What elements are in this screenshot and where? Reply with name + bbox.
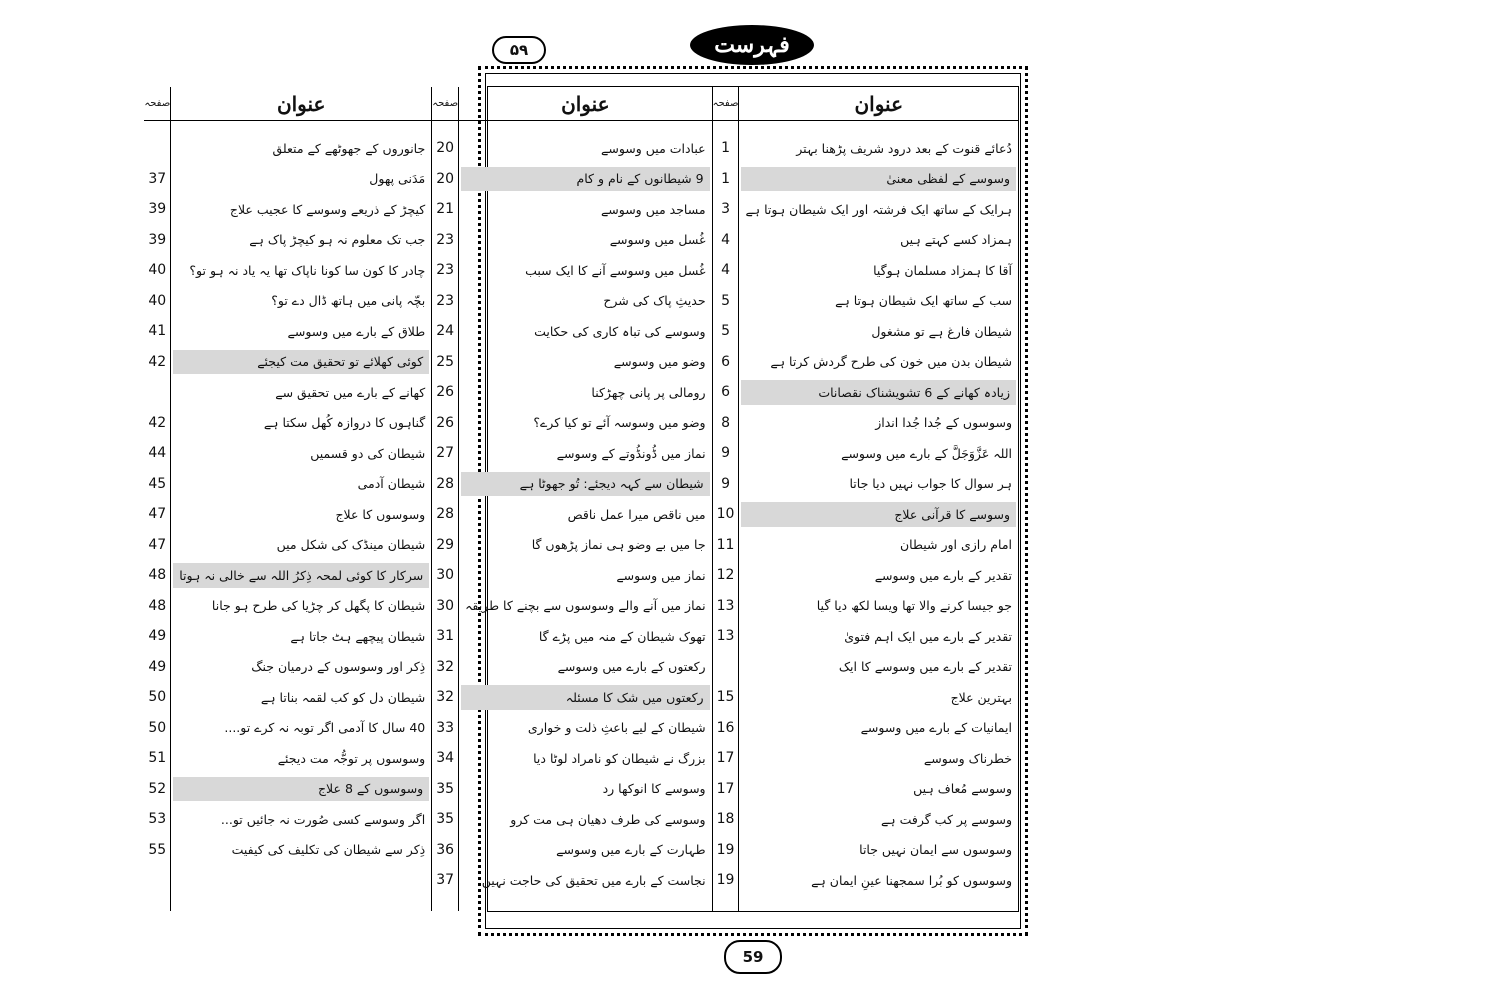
toc-topic: وسوسے کا قرآنی علاج [741, 502, 1016, 527]
toc-topic: وسوسوں کا علاج [335, 506, 426, 522]
toc-topic: وسوسے کی تباہ کاری کی حکایت [534, 323, 706, 339]
toc-page-number: 45 [148, 475, 167, 492]
toc-page-number: 4 [721, 262, 730, 279]
toc-page-number: 30 [436, 597, 455, 614]
toc-page-number: 28 [436, 475, 455, 492]
toc-page-number: 16 [716, 719, 735, 736]
toc-topic: تھوک شیطان کے منہ میں پڑے گا [538, 628, 706, 644]
toc-topic: کیچڑ کے ذریعے وسوسے کا عجیب علاج [229, 201, 426, 217]
page-column [431, 87, 459, 911]
toc-topic: مساجد میں وسوسے [600, 201, 706, 217]
toc-topic: بہترین علاج [950, 689, 1012, 705]
toc-topic: امام رازی اور شیطان [900, 537, 1012, 553]
toc-topic: نجاست کے بارے میں تحقیق کی حاجت نہیں [481, 872, 706, 888]
toc-page-number: 35 [436, 811, 455, 828]
toc-topic: وسوسے مُعاف ہیں [913, 781, 1012, 797]
toc-topic: بزرگ نے شیطان کو نامراد لوٹا دیا [533, 750, 706, 766]
toc-page-number: 55 [148, 841, 167, 858]
toc-page-number: 37 [436, 872, 455, 889]
toc-topic: نماز میں آنے والے وسوسوں سے بچنے کا طریقہ [465, 598, 706, 614]
toc-page-number: 48 [148, 597, 167, 614]
page-heading: صفحہ [432, 87, 458, 121]
toc-page-number: 9 [721, 475, 730, 492]
toc-topic: 40 سال کا آدمی اگر توبہ نہ کرے تو.... [224, 720, 426, 736]
topic-column [739, 87, 1018, 911]
toc-topic: شیطان کی دو قسمیں [310, 445, 426, 461]
toc-page-number: 12 [716, 567, 735, 584]
toc-page-number: 41 [148, 323, 167, 340]
toc-topic: وسوسے پر کب گرفت ہے [880, 811, 1012, 827]
toc-page-number: 40 [148, 262, 167, 279]
toc-page-number: 17 [716, 750, 735, 767]
toc-topic: حدیثِ پاک کی شرح [603, 293, 706, 309]
toc-topic: طہارت کے بارے میں وسوسے [556, 842, 706, 858]
toc-topic: تقدیر کے بارے میں ایک اہم فتویٰ [844, 628, 1012, 644]
toc-page-number [713, 652, 739, 683]
toc-page-number: 49 [148, 658, 167, 675]
toc-topic: آقا کا ہمزاد مسلمان ہوگیا [873, 262, 1012, 278]
toc-page-number: 3 [721, 201, 730, 218]
toc-topic: جو جیسا کرنے والا تھا ویسا لکھ دیا گیا [816, 598, 1012, 614]
toc-topic: وسوسوں پر توجُّہ مت دیجئے [277, 750, 426, 766]
page-column [712, 87, 740, 911]
toc-page-number: 6 [721, 353, 730, 370]
toc-topic: جا میں بے وضو ہی نماز پڑھوں گا [531, 537, 706, 553]
toc-page-number [144, 133, 170, 164]
toc-page-number: 37 [148, 170, 167, 187]
toc-page-number: 25 [436, 353, 455, 370]
toc-page-number: 47 [148, 536, 167, 553]
toc-page-number: 19 [716, 872, 735, 889]
topic-heading: عنوان [459, 87, 712, 121]
toc-topic: شیطان دل کو کب لقمہ بناتا ہے [260, 689, 426, 705]
toc-page-number: 39 [148, 231, 167, 248]
topic-heading: عنوان [739, 87, 1018, 121]
toc-topic: ذِکر سے شیطان کی تکلیف کی کیفیت [231, 842, 426, 858]
toc-page-number: 36 [436, 841, 455, 858]
toc-topic: وضو میں وسوسہ آئے تو کیا کرے؟ [533, 415, 706, 431]
toc-page-number: 18 [716, 811, 735, 828]
toc-topic: وسوسے کی طرف دھیان ہی مت کرو [510, 811, 706, 827]
toc-topic: وسوسوں کے 8 علاج [173, 777, 429, 802]
toc-page-number: 31 [436, 628, 455, 645]
toc-page-number: 35 [436, 780, 455, 797]
toc-topic: نماز میں وسوسے [616, 567, 706, 583]
toc-page-number: 47 [148, 506, 167, 523]
toc-page-number: 21 [436, 201, 455, 218]
toc-topic: نماز میں ڈُونڈُوتے کے وسوسے [556, 445, 706, 461]
toc-topic: سب کے ساتھ ایک شیطان ہوتا ہے [835, 293, 1012, 309]
toc-topic: ہر سوال کا جواب نہیں دیا جاتا [849, 476, 1012, 492]
toc-topic: ہرایک کے ساتھ ایک فرشتہ اور ایک شیطان ہوتا ہے [745, 201, 1012, 217]
toc-topic: شیطان سے کہہ دیجئے: تُو جھوٹا ہے [461, 472, 710, 497]
toc-topic: شیطان فارغ ہے تو مشغول [871, 323, 1012, 339]
toc-topic: میں ناقص میرا عمل ناقص [567, 506, 706, 522]
toc-page-number: 49 [148, 628, 167, 645]
toc-page-number: 44 [148, 445, 167, 462]
toc-topic: ہمزاد کسے کہتے ہیں [900, 232, 1012, 248]
toc-page-number: 29 [436, 536, 455, 553]
toc-topic: ایمانیات کے بارے میں وسوسے [860, 720, 1012, 736]
toc-page-number: 40 [148, 292, 167, 309]
toc-page-number: 32 [436, 658, 455, 675]
toc-topic: چادر کا کون سا کونا ناپاک تھا یہ یاد نہ ہو تو؟ [189, 262, 426, 278]
page-heading: صفحہ [144, 87, 170, 121]
toc-page-number: 23 [436, 262, 455, 279]
toc-topic: زیادہ کھانے کے 6 تشویشناک نقصانات [741, 380, 1016, 405]
toc-page-number: 19 [716, 841, 735, 858]
toc-page-number: 15 [716, 689, 735, 706]
toc-topic: وسوسوں کو بُرا سمجھنا عینِ ایمان ہے [811, 872, 1012, 888]
toc-topic: شیطان کے لیے باعثِ ذلت و خواری [527, 720, 706, 736]
toc-page-number: 1 [721, 170, 730, 187]
toc-page-number: 52 [148, 780, 167, 797]
toc-topic: وسوسے کا انوکھا رد [602, 781, 706, 797]
toc-page-number: 30 [436, 567, 455, 584]
toc-topic: اگر وسوسے کسی صُورت نہ جائیں تو... [220, 811, 426, 827]
page-column [144, 87, 171, 911]
toc-page-number: 27 [436, 445, 455, 462]
toc-topic: تقدیر کے بارے میں وسوسے کا ایک [838, 659, 1012, 675]
toc-page-number: 9 [721, 445, 730, 462]
toc-page-number: 20 [436, 170, 455, 187]
toc-page-number: 51 [148, 750, 167, 767]
toc-page-number: 24 [436, 323, 455, 340]
toc-page-number: 23 [436, 292, 455, 309]
page-number-urdu: ۵۹ [492, 36, 546, 64]
toc-page-number: 42 [148, 414, 167, 431]
toc-topic: غُسل میں وسوسے آنے کا ایک سبب [525, 262, 706, 278]
toc-page-number: 39 [148, 201, 167, 218]
toc-page-number: 13 [716, 628, 735, 645]
toc-page-number: 1 [721, 140, 730, 157]
topic-column [459, 87, 712, 911]
toc-topic: وسوسے کے لفظی معنیٰ [741, 167, 1016, 192]
toc-page-number: 4 [721, 231, 730, 248]
toc-topic: وسوسوں سے ایمان نہیں جاتا [859, 842, 1012, 858]
toc-topic: خطرناک وسوسے [923, 750, 1012, 766]
topic-column [171, 87, 431, 911]
toc-topic: رکعتوں میں شک کا مسئلہ [461, 685, 710, 710]
page-number: 59 [724, 940, 782, 974]
toc-topic: عبادات میں وسوسے [601, 140, 706, 156]
page-heading: صفحہ [713, 87, 739, 121]
topic-heading: عنوان [171, 87, 431, 121]
toc-page-number: 28 [436, 506, 455, 523]
toc-page-number [144, 377, 170, 408]
toc-page-number: 6 [721, 384, 730, 401]
toc-page-number: 50 [148, 689, 167, 706]
index-table [144, 86, 1019, 912]
toc-page-number: 42 [148, 353, 167, 370]
toc-topic: گناہوں کا دروازہ کُھل سکتا ہے [263, 415, 426, 431]
toc-page-number: 5 [721, 323, 730, 340]
toc-topic: شیطان کا پگھل کر چڑیا کی طرح ہو جانا [211, 598, 426, 614]
toc-topic: دُعائے قنوت کے بعد درود شریف پڑھنا بہتر [796, 140, 1012, 156]
toc-topic: جب تک معلوم نہ ہو کیچڑ پاک ہے [249, 232, 426, 248]
toc-topic: وسوسوں کے جُدا جُدا انداز [875, 415, 1012, 431]
toc-topic: شیطان مینڈک کی شکل میں [276, 537, 426, 553]
toc-page-number: 8 [721, 414, 730, 431]
toc-topic: طلاق کے بارے میں وسوسے [287, 323, 426, 339]
toc-page-number: 48 [148, 567, 167, 584]
toc-topic: رکعتوں کے بارے میں وسوسے [557, 659, 706, 675]
toc-topic: اللہ عَزَّوَجَلَّ کے بارے میں وسوسے [841, 445, 1012, 461]
toc-topic: شیطان بدن میں خون کی طرح گردش کرتا ہے [770, 354, 1012, 370]
toc-topic: شیطان پیچھے ہٹ جاتا ہے [290, 628, 426, 644]
toc-topic: ذِکر اور وسوسوں کے درمیان جنگ [251, 659, 426, 675]
toc-page-number: 10 [716, 506, 735, 523]
toc-page-number: 26 [436, 384, 455, 401]
toc-page-number: 26 [436, 414, 455, 431]
toc-topic: وضو میں وسوسے [613, 354, 706, 370]
index-title: فہرست [690, 25, 814, 65]
toc-page-number: 53 [148, 811, 167, 828]
toc-topic: رومالی پر پانی چھڑکنا [591, 384, 706, 400]
toc-topic: کوئی کھلائے تو تحقیق مت کیجئے [173, 350, 429, 375]
toc-topic: جانوروں کے جھوٹھے کے متعلق [272, 140, 426, 156]
toc-page-number: 11 [716, 536, 735, 553]
toc-topic: مَدَنی پھول [369, 171, 426, 187]
toc-topic: بچّہ پانی میں ہاتھ ڈال دے تو؟ [271, 293, 426, 309]
toc-topic: غُسل میں وسوسے [609, 232, 706, 248]
toc-topic: 9 شیطانوں کے نام و کام [461, 167, 710, 192]
toc-topic: سرکار کا کوئی لمحہ ذِکرُ اللہ سے خالی نہ ہوتا [173, 563, 429, 588]
toc-page-number: 33 [436, 719, 455, 736]
toc-page-number: 32 [436, 689, 455, 706]
toc-page-number: 17 [716, 780, 735, 797]
toc-topic: تقدیر کے بارے میں وسوسے [874, 567, 1012, 583]
toc-topic: کھانے کے بارے میں تحقیق سے [275, 384, 426, 400]
toc-page-number: 5 [721, 292, 730, 309]
toc-page-number: 20 [436, 140, 455, 157]
toc-page-number: 23 [436, 231, 455, 248]
toc-page-number: 34 [436, 750, 455, 767]
toc-page-number: 50 [148, 719, 167, 736]
toc-page-number: 13 [716, 597, 735, 614]
toc-topic: شیطان آدمی [357, 476, 426, 492]
